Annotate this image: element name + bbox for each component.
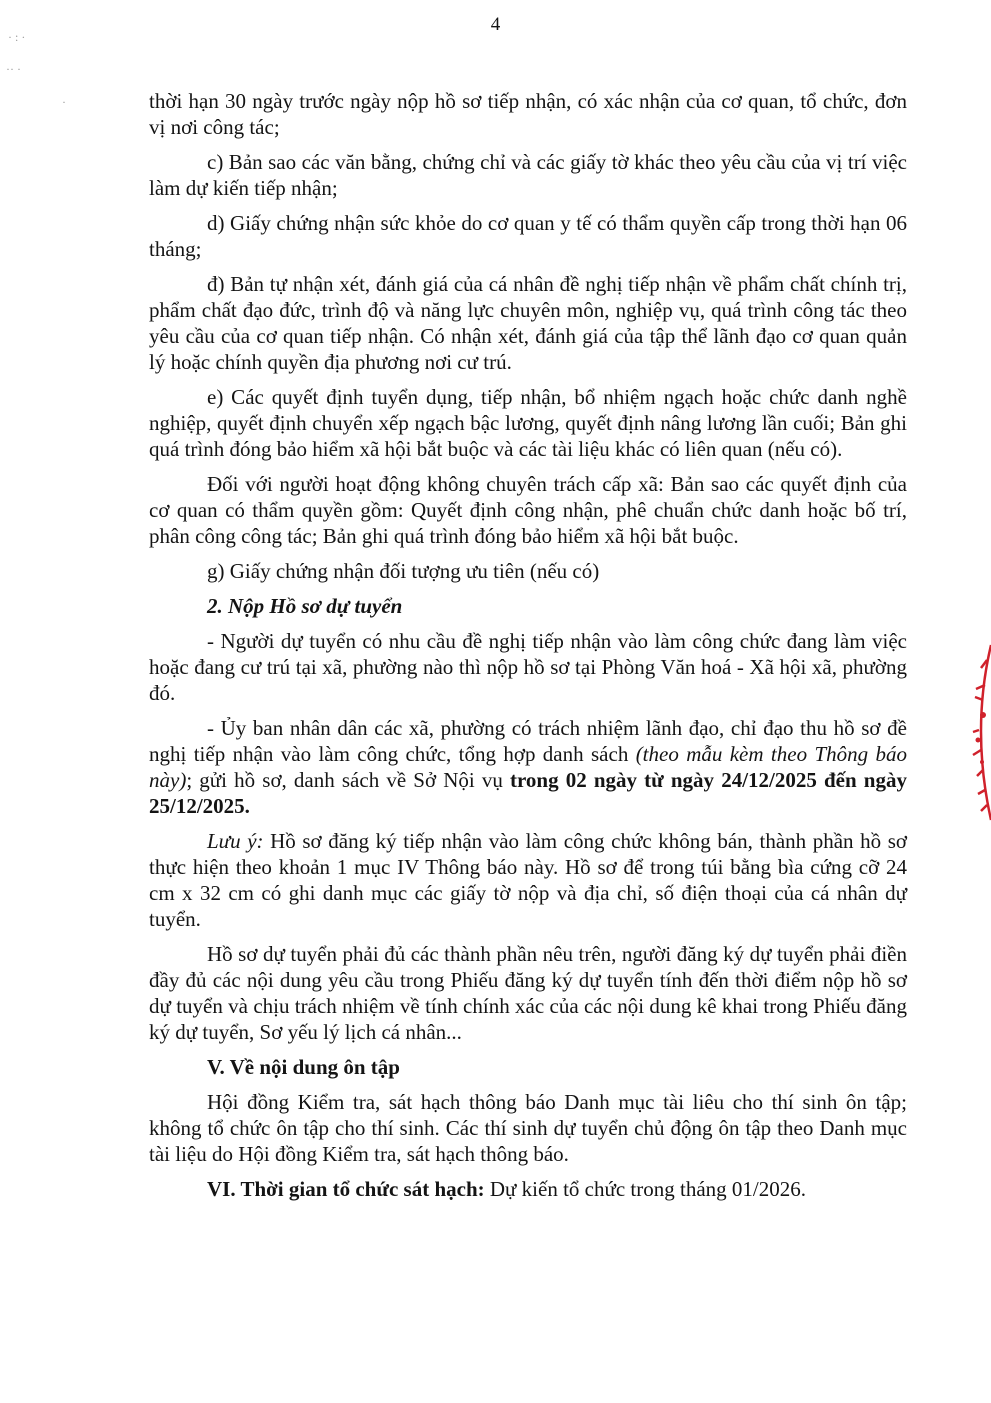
item-g: g) Giấy chứng nhận đối tượng ưu tiên (nếu có) <box>207 559 600 583</box>
submit-responsibility <box>149 715 907 819</box>
item-d: d) Giấy chứng nhận sức khỏe do cơ quan y tế có thẩm quyền cấp trong thời hạn 06 tháng; <box>149 211 907 261</box>
item-e: e) Các quyết định tuyển dụng, tiếp nhận, bổ nhiệm ngạch hoặc chức danh nghề nghiệp, quyết định chuyển xếp ngạch bậc lương, quyết định nâng lương lần cuối; Bản ghi quá trình đóng bảo hiểm xã hội bắt buộc và các tài liệu khác có liên quan (nếu có). <box>149 385 907 461</box>
item-e-note: Đối với người hoạt động không chuyên trách cấp xã: Bản sao các quyết định của cơ quan có thẩm quyền gồm: Quyết định công nhận, phê chuẩn chức danh hoặc bố trí, phân công công tác; Bản ghi quá trình đóng bảo hiểm xã hội bắt buộc. <box>149 472 907 548</box>
paragraph-continuation: thời hạn 30 ngày trước ngày nộp hồ sơ tiếp nhận, có xác nhận của cơ quan, tổ chức, đơn vị nơi công tác; <box>149 89 907 139</box>
page-number: 4 <box>490 14 501 35</box>
text-run-bold: trong 02 ngày từ ngày 24/12/2025 đến ngày 25/12/2025. <box>149 768 907 818</box>
text-run: ; gửi hồ sơ, danh sách về Sở Nội vụ <box>186 768 510 792</box>
submit-location: - Người dự tuyển có nhu cầu đề nghị tiếp nhận vào làm công chức đang làm việc hoặc đang cư trú tại xã, phường nào thì nộp hồ sơ tại Phòng Văn hoá - Xã hội xã, phường đó. <box>149 629 907 705</box>
completeness-paragraph: Hồ sơ dự tuyển phải đủ các thành phần nêu trên, người đăng ký dự tuyển phải điền đầy đủ các nội dung yêu cầu trong Phiếu đăng ký dự tuyển tính đến thời điểm nộp hồ sơ dự tuyển và chịu trách nhiệm về tính chính xác của các nội dung kê khai trong Phiếu đăng ký dự tuyển, Sơ yếu lý lịch cá nhân... <box>149 942 907 1044</box>
section-heading-exam-time: VI. Thời gian tổ chức sát hạch: <box>207 1177 485 1201</box>
item-c: c) Bản sao các văn bằng, chứng chỉ và các giấy tờ khác theo yêu cầu của vị trí việc làm dự kiến tiếp nhận; <box>149 150 907 200</box>
section-heading-review: V. Về nội dung ôn tập <box>207 1055 400 1079</box>
note-paragraph <box>149 828 907 932</box>
scan-artifact: ·· · <box>6 62 21 76</box>
section-heading-submit: 2. Nộp Hồ sơ dự tuyển <box>207 594 403 618</box>
scan-artifact: · <box>62 95 66 109</box>
note-label: Lưu ý: <box>207 829 264 853</box>
text-run: - Ủy ban nhân dân các xã, phường có trách nhiệm lãnh đạo, chỉ đạo thu hồ sơ đề nghị tiếp nhận vào làm công chức, tổng hợp danh sách <box>149 716 907 766</box>
text-run-italic: (theo mẫu kèm theo Thông báo này) <box>149 742 907 792</box>
scan-artifact: · : · <box>8 30 26 44</box>
document-body <box>149 88 907 1202</box>
exam-time-paragraph <box>149 1176 907 1202</box>
text-run: Hồ sơ đăng ký tiếp nhận vào làm công chức không bán, thành phần hồ sơ thực hiện theo khoản 1 mục IV Thông báo này. Hồ sơ để trong túi bằng bìa cứng cỡ 24 cm x 32 cm có ghi danh mục các giấy tờ nộp và địa chỉ, số điện thoại của cá nhân dự tuyển. <box>149 829 907 931</box>
review-paragraph: Hội đồng Kiểm tra, sát hạch thông báo Danh mục tài liêu cho thí sinh ôn tập; không tổ chức ôn tập cho thí sinh. Các thí sinh dự tuyển chủ động ôn tập theo Danh mục tài liệu do Hội đồng Kiểm tra, sát hạch thông báo. <box>149 1090 907 1166</box>
red-stamp-fragment <box>963 640 991 825</box>
text-run: Dự kiến tổ chức trong tháng 01/2026. <box>484 1177 807 1201</box>
item-dd: đ) Bản tự nhận xét, đánh giá của cá nhân đề nghị tiếp nhận về phẩm chất chính trị, phẩm chất đạo đức, trình độ và năng lực chuyên môn, nghiệp vụ, quá trình công tác theo yêu cầu của cơ quan tiếp nhận. Có nhận xét, đánh giá của tập thể lãnh đạo cơ quan quản lý hoặc chính quyền địa phương nơi cư trú. <box>149 272 907 374</box>
